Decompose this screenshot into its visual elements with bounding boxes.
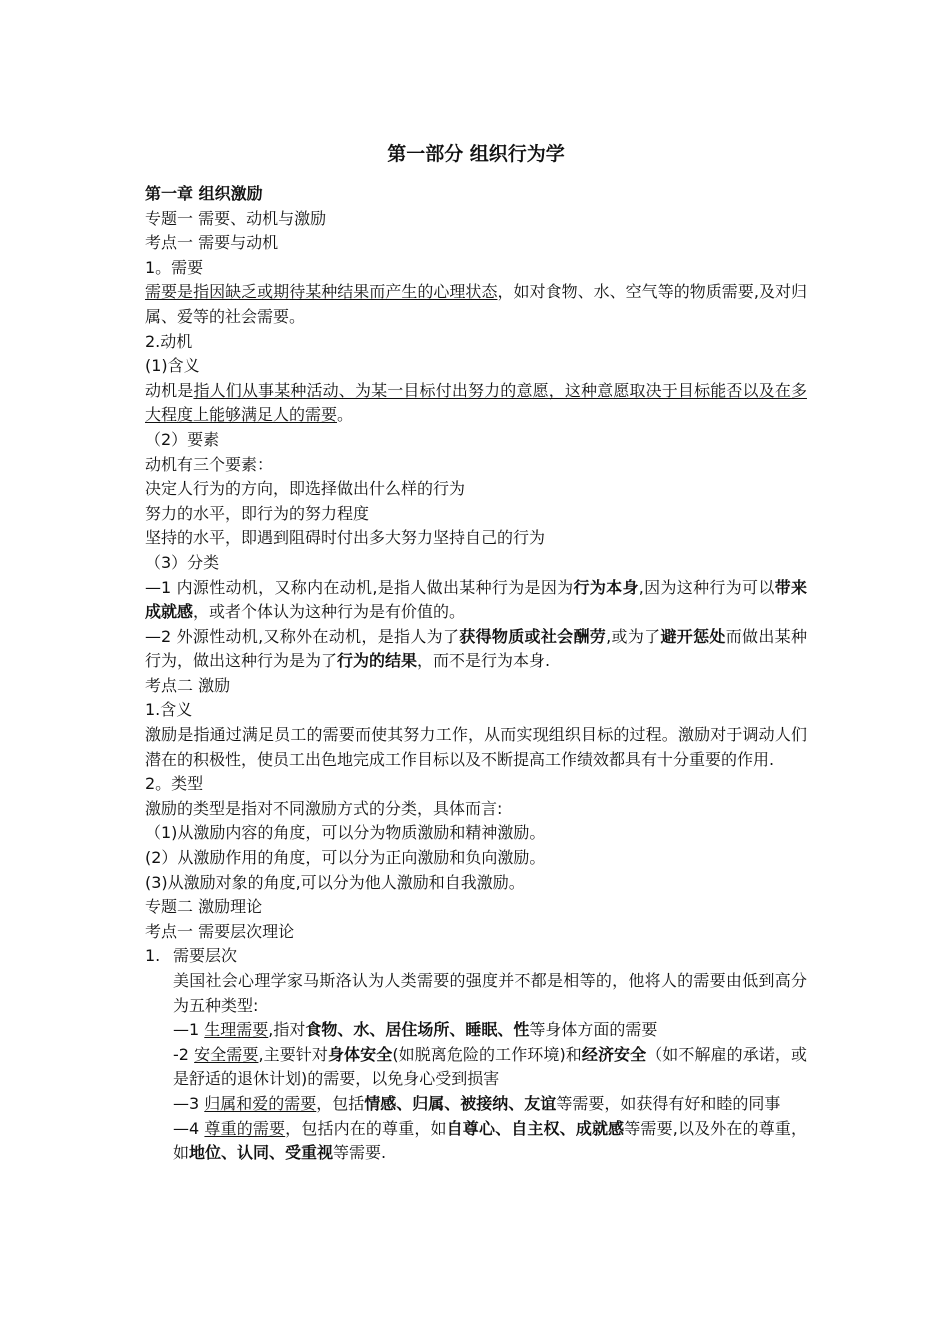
point-heading-2: 考点二 激励 (145, 675, 231, 695)
need-definition (145, 280, 807, 329)
intrinsic-text-a: —1 内源性动机，又称内在动机,是指人做出某种行为是因为 (145, 577, 574, 597)
need-safety (173, 1043, 807, 1092)
h2-key-2: 经济安全 (581, 1044, 647, 1064)
h3-text-b: ，包括 (316, 1093, 365, 1113)
h4-key-1: 自尊心、自主权、成就感 (446, 1118, 625, 1138)
document-page (145, 140, 807, 1166)
hierarchy-body (145, 969, 807, 1166)
element-direction: 决定人行为的方向，即选择做出什么样的行为 (145, 479, 466, 499)
classification-heading: （3）分类 (145, 552, 220, 572)
motive-definition (145, 379, 807, 428)
extrinsic-text-e: ，而不是行为本身. (417, 651, 551, 671)
extrinsic-motive (145, 625, 807, 674)
intrinsic-text-d: ，或者个体认为这种行为是有价值的。 (193, 602, 466, 622)
document-title: 第一部分 组织行为学 (387, 143, 565, 165)
elements-intro: 动机有三个要素： (145, 454, 274, 474)
h1-term: 生理需要 (204, 1020, 269, 1040)
h2-key-1: 身体安全 (327, 1044, 393, 1064)
intrinsic-key-2: 带来成就感 (145, 577, 807, 622)
h1-text-b: ,指对 (268, 1020, 306, 1040)
motive-definition-end: 。 (337, 405, 354, 425)
hierarchy-intro: 美国社会心理学家马斯洛认为人类需要的强度并不都是相等的，他将人的需要由低到高分为五种类型: (173, 971, 807, 1015)
incentive-meaning-heading: 1.含义 (145, 700, 193, 720)
h4-term: 尊重的需要 (204, 1118, 286, 1138)
incentive-type-1: （1)从激励内容的角度，可以分为物质激励和精神激励。 (145, 823, 546, 843)
need-esteem (173, 1117, 807, 1166)
need-definition-underlined: 需要是指因缺乏或期待某种结果而产生的心理状态 (145, 282, 498, 302)
hierarchy-list-number: 1. (145, 946, 161, 966)
h4-text-d: 等需要. (333, 1143, 387, 1163)
motive-definition-start: 动机是 (145, 380, 194, 400)
h4-key-2: 地位、认同、受重视 (189, 1143, 334, 1163)
need-definition-rest: ，如对食物、水、空气等的物质需要,及对归属、爱等的社会需要。 (145, 282, 807, 326)
intrinsic-motive (145, 576, 807, 625)
h1-prefix: —1 (173, 1020, 205, 1040)
elements-heading: （2）要素 (145, 429, 220, 449)
extrinsic-text-c: ,或为了 (606, 626, 661, 646)
h2-term: 安全需要 (194, 1044, 259, 1064)
incentive-type-heading: 2。类型 (145, 774, 204, 794)
intrinsic-text-c: ,因为这种行为可以 (638, 577, 775, 597)
chapter-heading: 第一章 组织激励 (145, 184, 263, 203)
need-heading: 1。需要 (145, 257, 204, 277)
h1-text-c: 等身体方面的需要 (529, 1020, 658, 1040)
h4-prefix: —4 (173, 1118, 205, 1138)
incentive-type-3: (3)从激励对象的角度,可以分为他人激励和自我激励。 (145, 872, 525, 892)
h3-key: 情感、归属、被接纳、友谊 (364, 1093, 557, 1113)
incentive-type-2: (2）从激励作用的角度，可以分为正向激励和负向激励。 (145, 848, 546, 868)
element-effort: 努力的水平，即行为的努力程度 (145, 503, 370, 523)
need-belonging (173, 1092, 807, 1117)
h3-prefix: —3 (173, 1093, 205, 1113)
h2-text-c: (如脱离危险的工作环境)和 (392, 1044, 582, 1064)
hierarchy-heading: 需要层次 (173, 946, 238, 966)
element-persistence: 坚持的水平，即遇到阻碍时付出多大努力坚持自己的行为 (145, 528, 546, 548)
topic-heading-2: 专题二 激励理论 (145, 897, 263, 917)
h2-text-b: ,主要针对 (258, 1044, 328, 1064)
topic-heading-1: 专题一 需要、动机与激励 (145, 208, 327, 228)
motive-meaning-heading: (1)含义 (145, 356, 200, 376)
point-heading-3: 考点一 需要层次理论 (145, 921, 295, 941)
h2-prefix: -2 (173, 1044, 195, 1064)
extrinsic-text-d: 而做出某种行为，做出这种行为是为了 (145, 626, 807, 671)
h3-text-c: 等需要，如获得有好和睦的同事 (556, 1093, 781, 1113)
extrinsic-key-2: 避开惩处 (660, 626, 726, 646)
incentive-type-intro: 激励的类型是指对不同激励方式的分类，具体而言: (145, 798, 503, 818)
extrinsic-key-3: 行为的结果 (337, 651, 418, 671)
incentive-definition: 激励是指通过满足员工的需要而使其努力工作，从而实现组织目标的过程。激励对于调动人们潜在的积极性，使员工出色地完成工作目标以及不断提高工作绩效都具有十分重要的作用. (145, 725, 807, 769)
hierarchy-list-item (145, 944, 807, 969)
h1-key: 食物、水、居住场所、睡眠、性 (305, 1020, 530, 1040)
h2-text-d: （如不解雇的承诺，或是舒适的退休计划)的需要，以免身心受到损害 (173, 1044, 807, 1089)
h4-text-b: ，包括内在的尊重，如 (285, 1118, 447, 1138)
motive-heading: 2.动机 (145, 331, 193, 351)
h3-term: 归属和爱的需要 (204, 1093, 317, 1113)
need-physiological (173, 1018, 807, 1043)
h4-text-c: 等需要,以及外在的尊重，如 (173, 1118, 807, 1163)
point-heading-1: 考点一 需要与动机 (145, 233, 279, 253)
intrinsic-key-1: 行为本身 (573, 577, 639, 597)
motive-definition-underlined: 指人们从事某种活动、为某一目标付出努力的意愿，这种意愿取决于目标能否以及在多大程度上能够满足人的需要 (145, 380, 807, 425)
extrinsic-text-a: —2 外源性动机,又称外在动机，是指人为了 (145, 626, 460, 646)
extrinsic-key-1: 获得物质或社会酬劳 (459, 626, 607, 646)
